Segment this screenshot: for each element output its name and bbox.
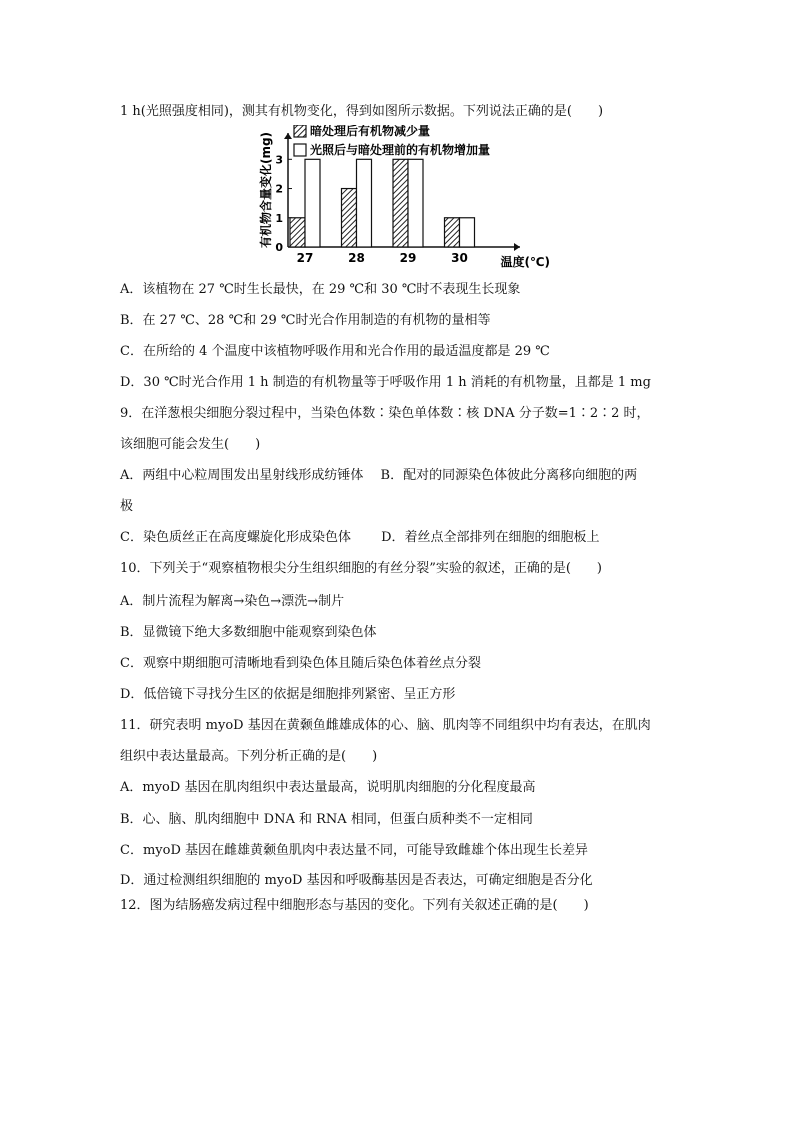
bar [305,159,320,247]
line-0: 1 h(光照强度相同)，测其有机物变化，得到如图所示数据。下列说法正确的是( ) [120,104,604,119]
line-20: D．通过检测组织细胞的 myoD 基因和呼吸酶基因是否表达，可确定细胞是否分化 [120,873,593,888]
bar [290,218,305,247]
y-tick-label: 1 [275,211,283,225]
line-13: C．观察中期细胞可清晰地看到染色体且随后染色体着丝点分裂 [120,656,481,671]
bar [357,159,372,247]
line-15: 11．研究表明 myoD 基因在黄颡鱼雌雄成体的心、脑、肌肉等不同组织中均有表达，在肌肉 [120,718,651,733]
line-1: A．该植物在 27 ℃时生长最快，在 29 ℃和 30 ℃时不表现生长现象 [120,282,521,297]
y-tick-label: 2 [275,182,283,196]
x-axis-label: 温度(℃) [500,255,550,269]
line-11: A．制片流程为解离→染色→漂洗→制片 [120,594,345,609]
line-14: D．低倍镜下寻找分生区的依据是细胞排列紧密、呈正方形 [120,687,456,702]
line-4: D．30 ℃时光合作用 1 h 制造的有机物量等于呼吸作用 1 h 消耗的有机物量，且都是 1 mg [120,375,651,390]
x-tick-label: 28 [348,251,365,265]
line-16: 组织中表达量最高。下列分析正确的是( ) [120,749,378,764]
bar-chart [252,125,552,275]
chart-bars [290,159,475,247]
x-tick-label: 29 [399,251,417,265]
line-6: 该细胞可能会发生( ) [120,437,261,452]
line-17: A．myoD 基因在肌肉组织中表达量最高，说明肌肉细胞的分化程度最高 [120,780,536,795]
bar [445,218,460,247]
line-8: 极 [120,499,134,514]
legend-label: 光照后与暗处理前的有机物增加量 [310,143,491,157]
x-tick-label: 30 [451,251,468,265]
line-2: B．在 27 ℃、28 ℃和 29 ℃时光合作用制造的有机物的量相等 [120,313,491,328]
bar [393,159,408,247]
line-18: B．心、脑、肌肉细胞中 DNA 和 RNA 相同，但蛋白质种类不一定相同 [120,812,533,827]
line-9: C．染色质丝正在高度螺旋化形成染色体 D．着丝点全部排列在细胞的细胞板上 [120,530,600,545]
y-axis-arrow [284,133,292,139]
line-10: 10．下列关于“观察植物根尖分生组织细胞的有丝分裂”实验的叙述，正确的是( ) [120,561,602,576]
y-axis-label: 有机物含量变化(mg) [259,131,273,249]
bar [342,189,357,247]
line-3: C．在所给的 4 个温度中该植物呼吸作用和光合作用的最适温度都是 29 ℃ [120,344,550,359]
x-tick-label: 27 [296,251,314,265]
bar [408,159,423,247]
line-12: B．显微镜下绝大多数细胞中能观察到染色体 [120,625,377,640]
y-tick-label: 3 [275,153,283,167]
line-5: 9．在洋葱根尖细胞分裂过程中，当染色体数∶染色单体数∶核 DNA 分子数=1∶2∶2 时， [120,406,650,421]
chart-legend [294,125,490,157]
legend-swatch [294,125,306,137]
x-axis-arrow [514,243,520,251]
legend-swatch [294,144,306,156]
bar [460,218,475,247]
line-7: A．两组中心粒周围发出星射线形成纺锤体 B．配对的同源染色体彼此分离移向细胞的两 [120,468,638,483]
line-19: C．myoD 基因在雌雄黄颡鱼肌肉中表达量不同，可能导致雌雄个体出现生长差异 [120,843,589,858]
legend-label: 暗处理后有机物减少量 [310,125,431,138]
origin-label: 0 [275,241,283,254]
line-21: 12．图为结肠癌发病过程中细胞形态与基因的变化。下列有关叙述正确的是( ) [120,898,589,913]
